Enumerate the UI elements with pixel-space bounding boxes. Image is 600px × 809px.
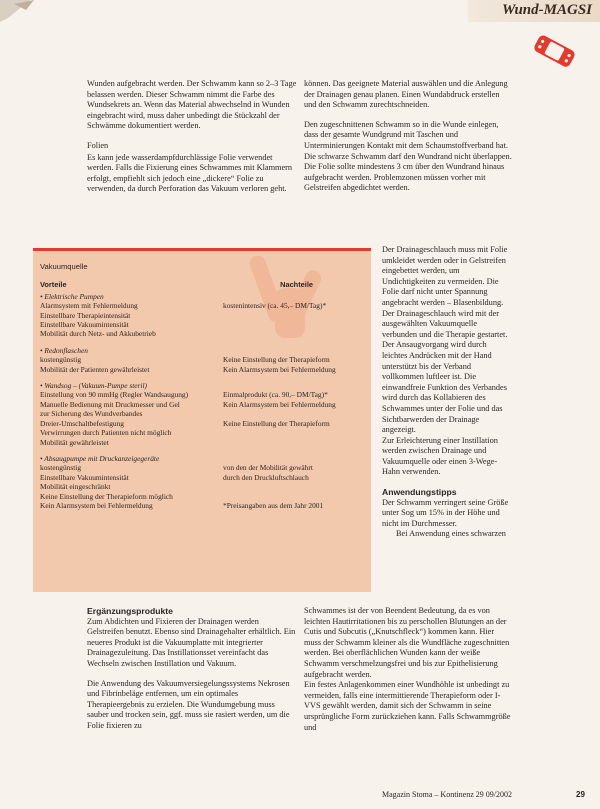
table-row [40, 501, 365, 510]
cell-advantage: Alarmsystem mit Fehlermeldung [40, 301, 138, 311]
cell-advantage: kostengünstig [40, 463, 82, 473]
cell-advantage: Einstellbare Vakuumintensität [40, 472, 129, 482]
table-row [40, 400, 365, 409]
table-row [40, 463, 365, 472]
cell-advantage: Keine Einstellung der Therapieform möglich [40, 491, 173, 501]
cell-disadvantage: Kein Alarmsystem bei Fehlermeldung [223, 364, 336, 374]
table-row [40, 301, 365, 310]
cell-advantage: Manuelle Bedienung mit Druckmesser und Gel [40, 399, 180, 409]
group-title: • Wandsog – (Vakuum-Pumpe steril) [40, 381, 147, 391]
table-row [40, 492, 365, 501]
bottom-right-column [304, 606, 512, 733]
table-group [40, 381, 365, 447]
cell-disadvantage [223, 428, 365, 437]
cell-disadvantage: von den der Mobilität gewährt [223, 463, 313, 473]
table-group [40, 292, 365, 339]
top-left-column [87, 79, 297, 195]
column-header-nachteile: Nachteile [280, 280, 313, 290]
bottom-left-column [87, 606, 297, 732]
paragraph: Die Folie sollte mindestens 3 cm über den Wundrand hinaus aufgebracht werden. Problemzonen müssen vorher mit Gelstreifen abgedichtet werden. [304, 162, 505, 193]
table-header [40, 280, 365, 289]
header-band [468, 0, 600, 22]
cell-advantage: Mobilität der Patienten gewährleistet [40, 364, 150, 374]
cell-disadvantage: kostenintensiv (ca. 45,– DM/Tag)* [223, 301, 327, 311]
brand-title: Wund-MAGSI [501, 2, 592, 18]
bandage-icon [530, 30, 578, 74]
cell-disadvantage: *Preisangaben aus dem Jahr 2001 [223, 500, 324, 510]
table-row [40, 473, 365, 482]
table-row [40, 438, 365, 447]
cell-advantage: Verwirrungen durch Patienten nicht möglich [40, 428, 172, 438]
cell-disadvantage [223, 482, 365, 491]
table-row [40, 409, 365, 418]
cell-disadvantage [223, 409, 365, 418]
paragraph: Zur Erleichterung einer Instillation werden zwischen Drainage und Vakuumquelle oder einen 3-Wege-Hahn verwenden. [382, 435, 498, 477]
paragraph: Zum Abdichten und Fixieren der Drainagen werden Gelstreifen benutzt. Ebenso sind Drainagehalter erhältlich. Ein neueres Produkt ist die Vakuumplatte mit integrierter Drainagezuleitung. Das Instillationsset vereinfacht das Wechseln zwischen Instillation und Vakuum. [87, 616, 296, 668]
table-row [40, 428, 365, 437]
table-title: Vakuumquelle [40, 262, 88, 271]
group-title: • Absaugpumpe mit Druckanzeigegeräte [40, 453, 160, 463]
cell-advantage: Mobilität durch Netz- und Akkubetrieb [40, 329, 156, 339]
cell-advantage: zur Sicherung des Wundverbandes [40, 409, 143, 419]
table-row [40, 311, 365, 320]
table-row [40, 419, 365, 428]
column-header-vorteile: Vorteile [40, 280, 67, 290]
cell-advantage: Mobilität eingeschränkt [40, 482, 111, 492]
cell-disadvantage [223, 311, 365, 320]
cell-disadvantage: Keine Einstellung der Therapieform [223, 418, 330, 428]
paragraph: Der Ansaugvorgang wird durch leichtes Andrücken mit der Hand unterstützt bis der Verband vollkommen luftleer ist. Die einwandfreie Funktion des Verbandes wird durch das Kollabieren des Schwammes unter der Folie und das Sichtbarwerden der Drainage angezeigt. [382, 340, 507, 435]
table-row [40, 390, 365, 399]
cell-advantage: Mobilität gewährleistet [40, 437, 109, 447]
table-group [40, 346, 365, 374]
cell-advantage: Dreier-Umschaltbefestigung [40, 418, 124, 428]
cell-disadvantage: durch den Druckluftschlauch [223, 472, 309, 482]
cell-advantage: kostengünstig [40, 355, 82, 365]
paragraph: Bei Anwendung eines schwarzen [396, 529, 506, 539]
section-heading-ergaenzungsprodukte: Ergänzungsprodukte [87, 606, 173, 616]
paragraph: Ein festes Anlagenkommen einer Wundhöhle ist unbedingt zu vermeiden, falls eine intermittierende Therapieform oder I-VVS gewählt werden, damit sich der Schwamm in seine ursprüngliche Form zurückziehen kann. Falls Schwammgröße und [304, 680, 511, 732]
corner-decoration [0, 0, 38, 22]
cell-advantage: Einstellung von 90 mmHg (Regler Wandsaugung) [40, 390, 189, 400]
paragraph: Den zugeschnittenen Schwamm so in die Wunde einlegen, dass der gesamte Wundgrund mit Taschen und Unterminierungen Kontakt mit dem Schaumstoffverband hat. Die schwarze Schwamm darf den Wundrand nicht überlappen. [304, 119, 512, 161]
table-groups [40, 292, 365, 511]
cell-disadvantage: Keine Einstellung der Therapieform [223, 355, 330, 365]
cell-disadvantage [223, 320, 365, 329]
cell-advantage: Einstellbare Vakuumintensität [40, 320, 129, 330]
paragraph: Wunden aufgebracht werden. Der Schwamm kann so 2–3 Tage belassen werden. Dieser Schwamm nimmt die Farbe des Wundsekrets an. Wenn das Material abwechselnd in Wunden eingebracht wird, muss daher unbedingt die Stückzahl der Schwämme dokumentiert werden. [87, 79, 297, 131]
paragraph: Schwammes ist der von Beendent Bedeutung, da es von leichten Hautirritationen bis zu perschollen Blutungen an der Cutis und Subcutis („Knutschfleck“) kommen kann. Hier muss der Schwamm kleiner als die Wundfläche zugeschnitten werden. Bei oberflächlichen Wunden kann der weiße Schwamm verschmelzungsfrei und bis zur Epithelisierung aufgebracht werden. [304, 606, 510, 679]
paragraph: können. Das geeignete Material auswählen und die Anlegung der Drainagen genau planen. Einen Wundabdruck erstellen und den Schwamm zurechtschneiden. [304, 79, 508, 110]
group-title: • Elektrische Pumpen [40, 291, 104, 301]
group-title: • Redonflaschen [40, 345, 88, 355]
table-row [40, 355, 365, 364]
paragraph: Der Schwamm verringert seine Größe unter Sog um 15% in der Höhe und nicht im Durchmesser. [382, 497, 509, 528]
table-row [40, 329, 365, 338]
vakuumquelle-table [40, 262, 365, 517]
right-narrow-column [382, 245, 514, 540]
paragraph: Die Anwendung des Vakuumversiegelungssystems Nekrosen und Fibrinbeläge entfernen, um ein optimales Therapieergebnis zu erzielen. Die Wundumgebung muss sauber und trocken sein, ggf. muss sie rasiert werden, um die Folie fixieren zu [87, 678, 290, 730]
paragraph: Der Drainageschlauch muss mit Folie umkleidet werden oder in Gelstreifen eingebettet werden, um Undichtigkeiten zu vermeiden. Die Folie darf nicht unter Spannung angebracht werden – Blasenbildung. [382, 245, 508, 307]
table-row [40, 365, 365, 374]
cell-disadvantage [223, 329, 365, 338]
page-number: 29 [576, 790, 585, 799]
top-right-column [304, 79, 512, 194]
cell-disadvantage: Kein Alarmsystem bei Fehlermeldung [223, 399, 336, 409]
table-row [40, 482, 365, 491]
subheading-folien: Folien [87, 140, 109, 150]
section-heading-anwendungstipps: Anwendungstipps [382, 487, 457, 498]
cell-advantage: Einstellbare Therapieintensität [40, 310, 131, 320]
footer-source: Magazin Stoma – Kontinenz 29 09/2002 [382, 790, 512, 799]
table-row [40, 320, 365, 329]
table-group [40, 454, 365, 510]
cell-advantage: Kein Alarmsystem bei Fehlermeldung [40, 500, 153, 510]
paragraph: Es kann jede wasserdampfdurchlässige Folie verwendet werden. Falls die Fixierung eines Schwammes mit Klammern erfolgt, empfiehlt sich jedoch eine „dickere“ Folie zu verwenden, da durch Perforation das Vakuum verloren geht. [87, 152, 293, 194]
box-accent-rule [33, 248, 371, 251]
cell-disadvantage [223, 438, 365, 447]
cell-disadvantage [223, 492, 365, 501]
paragraph: Der Drainageschlauch wird mit der ausgewählten Vakuumquelle verbunden und die Therapie gestartet. [382, 308, 508, 339]
cell-disadvantage: Einmalprodukt (ca. 90,– DM/Tag)* [223, 390, 328, 400]
